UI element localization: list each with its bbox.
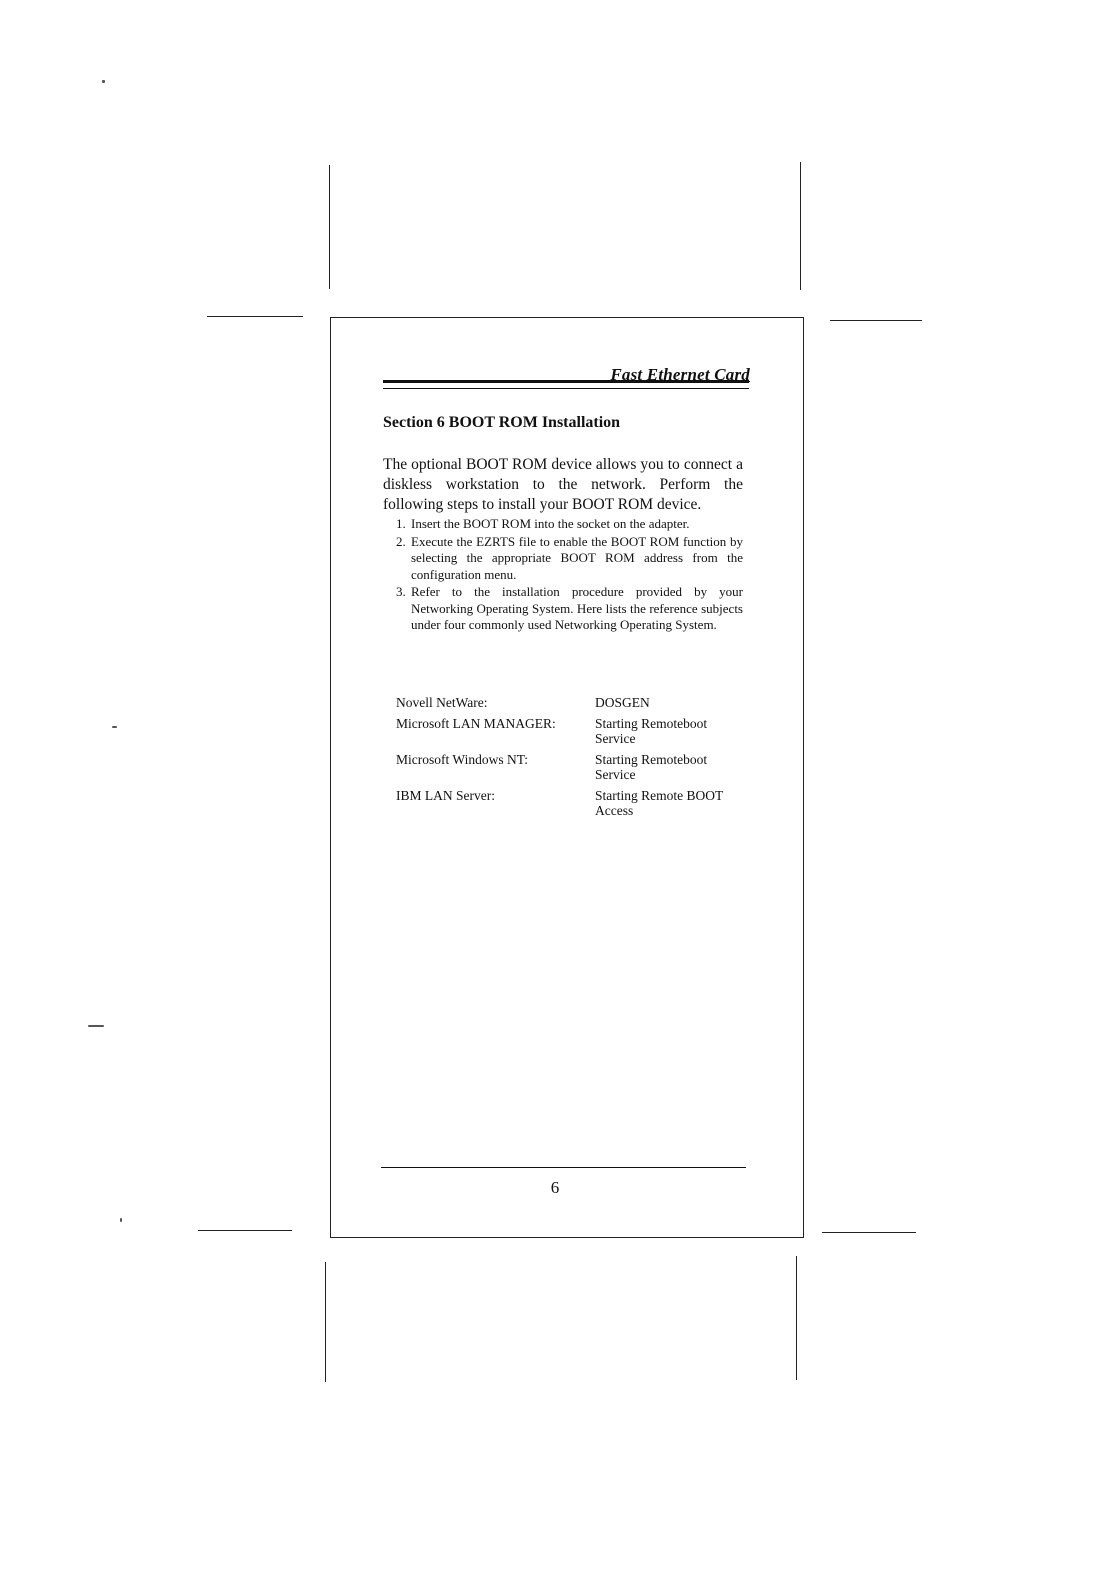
os-name: Microsoft Windows NT: <box>396 752 529 767</box>
table-row <box>396 695 746 716</box>
step-number: 1. <box>396 516 406 531</box>
step-number: 2. <box>396 533 406 549</box>
reference-subject: DOSGEN <box>595 695 650 710</box>
reference-table <box>396 695 746 824</box>
scan-speck <box>120 1218 122 1222</box>
reference-subject: Starting Remote BOOT Access <box>595 788 723 818</box>
section-title: Section 6 BOOT ROM Installation <box>383 414 621 431</box>
crop-mark-bottom-left <box>325 1262 326 1382</box>
scan-speck <box>102 80 105 83</box>
reference-subject: Starting Remoteboot Service <box>595 752 708 782</box>
step-item <box>396 584 743 634</box>
page-number: 6 <box>550 1178 560 1197</box>
reference-subject: Starting Remoteboot Service <box>595 716 708 746</box>
crop-mark-right-bottom <box>822 1232 916 1233</box>
table-row <box>396 752 746 788</box>
table-row <box>396 788 746 824</box>
intro-paragraph: The optional BOOT ROM device allows you to connect a diskless workstation to the network. Perform the following steps to install your BOOT ROM device. <box>383 456 743 513</box>
header-rule-thin <box>383 388 749 389</box>
step-text: Execute the EZRTS file to enable the BOOT ROM function by selecting the appropriate BOOT ROM address from the configuration menu. <box>411 533 743 582</box>
crop-mark-left-bottom <box>198 1230 292 1231</box>
step-text: Refer to the installation procedure provided by your Networking Operating System. Here lists the reference subjects under four commonly used Networking Operating System. <box>411 584 743 632</box>
step-item <box>396 516 743 533</box>
installation-steps <box>396 516 743 635</box>
scan-speck <box>112 726 117 728</box>
step-item <box>396 534 743 584</box>
table-row <box>396 716 746 752</box>
step-text: Insert the BOOT ROM into the socket on the adapter. <box>411 516 690 531</box>
os-name: IBM LAN Server: <box>396 788 495 803</box>
crop-mark-top-left <box>329 165 330 289</box>
crop-mark-top-right <box>800 162 801 290</box>
os-name: Microsoft LAN MANAGER: <box>396 716 556 731</box>
crop-mark-left-top <box>207 316 303 317</box>
footer-rule <box>381 1167 746 1168</box>
crop-mark-bottom-right <box>796 1256 797 1380</box>
scan-speck <box>88 1025 104 1027</box>
running-head: Fast Ethernet Card <box>610 365 750 384</box>
step-number: 3. <box>396 584 406 599</box>
os-name: Novell NetWare: <box>396 695 488 710</box>
crop-mark-right-top <box>830 320 922 321</box>
